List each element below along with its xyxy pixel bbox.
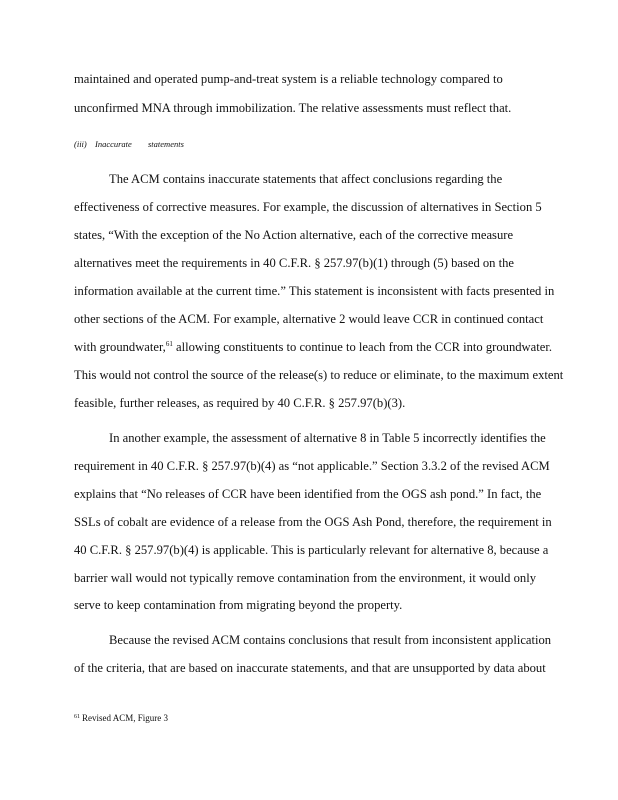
text-line: maintained and operated pump-and-treat system is a reliable technology compared to [74, 72, 503, 86]
text-line: Because the revised ACM contains conclusions that result from inconsistent application [109, 633, 552, 647]
footnote-reference[interactable]: 61 [165, 340, 173, 348]
text-segment: allowing constituents to continue to leach from the CCR into groundwater. [172, 340, 552, 354]
text-line: This would not control the source of the release(s) to reduce or eliminate, to the maximum extent [74, 368, 564, 382]
text-line: alternatives meet the requirements in 40 C.F.R. § 257.97(b)(1) through (5) based on the [74, 256, 515, 270]
text-line: feasible, further releases, as required by 40 C.F.R. § 257.97(b)(3). [74, 396, 406, 410]
heading-word: Inaccurate [95, 139, 132, 149]
heading-word: statements [148, 139, 184, 149]
text-line: SSLs of cobalt are evidence of a release from the OGS Ash Pond, therefore, the requirement in [74, 515, 552, 529]
text-line: requirement in 40 C.F.R. § 257.97(b)(4) as “not applicable.” Section 3.3.2 of the revised ACM [74, 459, 550, 473]
footnote [74, 712, 168, 724]
heading-number: (iii) [74, 139, 87, 149]
text-line: of the criteria, that are based on inaccurate statements, and that are unsupported by data about [74, 661, 546, 675]
section-heading [74, 138, 184, 150]
text-line: In another example, the assessment of alternative 8 in Table 5 incorrectly identifies the [109, 431, 546, 445]
text-line: The ACM contains inaccurate statements that affect conclusions regarding the [109, 172, 503, 186]
text-line: other sections of the ACM. For example, alternative 2 would leave CCR in continued contact [74, 312, 544, 326]
text-segment: with groundwater, [74, 340, 166, 354]
text-line: barrier wall would not typically remove contamination from the environment, it would only [74, 571, 537, 585]
footnote-text: Revised ACM, Figure 3 [82, 713, 169, 723]
text-line: effectiveness of corrective measures. For example, the discussion of alternatives in Section 5 [74, 200, 542, 214]
text-line: explains that “No releases of CCR have been identified from the OGS ash pond.” In fact, the [74, 487, 542, 501]
footnote-number: 61 [74, 714, 80, 720]
text-line: 40 C.F.R. § 257.97(b)(4) is applicable. This is particularly relevant for alternative 8, because a [74, 543, 549, 557]
text-line: states, “With the exception of the No Action alternative, each of the corrective measure [74, 228, 514, 242]
text-line [74, 339, 552, 355]
text-line: serve to keep contamination from migrating beyond the property. [74, 598, 403, 612]
text-line: unconfirmed MNA through immobilization. The relative assessments must reflect that. [74, 101, 512, 115]
text-line: information available at the current time.” This statement is inconsistent with facts presented in [74, 284, 555, 298]
